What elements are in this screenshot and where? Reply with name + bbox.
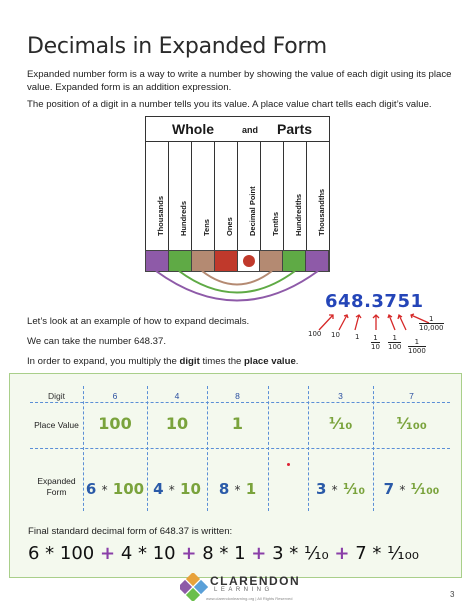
logo-sub: LEARNING	[214, 587, 273, 593]
chart-columns	[145, 142, 330, 250]
digit-cell: 7	[409, 391, 414, 401]
page-title: Decimals in Expanded Form	[27, 34, 327, 59]
chart-column	[284, 142, 307, 250]
chart-column	[215, 142, 238, 250]
chart-header-parts: Parts	[277, 121, 313, 137]
place-value-cell: 10	[165, 414, 189, 433]
place-value-label: Place Value	[34, 420, 79, 430]
hand-value-1: 1	[355, 333, 360, 341]
col-divider	[268, 386, 269, 511]
example-instruction: In order to expand, you multiply the digit times the place value.	[27, 356, 299, 367]
clarendon-logo	[180, 573, 300, 605]
expanded-cell: 3 * ¹⁄₁₀	[315, 480, 366, 498]
place-value-chart	[145, 116, 330, 272]
digit-cell: 8	[235, 391, 240, 401]
chart-column	[238, 142, 261, 250]
decimal-dot	[243, 255, 255, 267]
example-intro: Let’s look at an example of how to expand decimals.	[27, 316, 250, 327]
chart-column-label: Hundreds	[179, 200, 188, 236]
chart-header-and: and	[242, 125, 259, 135]
arc-hundreds	[179, 271, 295, 293]
arc-thousands	[156, 271, 318, 301]
chart-column	[307, 142, 330, 250]
expanded-cell: 4 * 10	[153, 480, 201, 498]
chart-column	[169, 142, 192, 250]
chart-column-label: Ones	[225, 217, 234, 236]
chart-column	[146, 142, 169, 250]
final-form-label: Final standard decimal form of 648.37 is written:	[28, 526, 233, 537]
hand-fraction: $\frac{1}{1000}$	[408, 338, 426, 355]
expanded-form-label: Expanded Form	[37, 476, 76, 497]
place-value-cell: 100	[98, 414, 132, 433]
logo-brand: CLARENDON	[210, 574, 301, 588]
chart-column	[261, 142, 284, 250]
chart-column	[192, 142, 215, 250]
chart-column-label: Tens	[202, 219, 211, 236]
logo-url: www.clarendonlearning.org | All Rights Reserved	[206, 596, 293, 601]
handwritten-number: 648.3751	[325, 291, 424, 312]
arc-tens	[202, 271, 272, 285]
page-number: 3	[450, 590, 455, 599]
final-equation: 6 * 100 + 4 * 10 + 8 * 1 + 3 * ¹⁄₁₀ + 7 * ¹⁄₁₀₀	[28, 543, 420, 564]
hand-fraction: $\frac{1}{10}$	[371, 334, 380, 351]
row-divider	[30, 402, 450, 403]
hand-fraction: $\frac{1}{100}$	[388, 334, 402, 351]
expanded-cell: 6 * 100	[85, 480, 145, 498]
hand-fraction: $\frac{1}{10,000}$	[419, 315, 444, 332]
chart-column-label: Thousandths	[317, 188, 326, 236]
place-value-cell: ¹⁄₁₀	[328, 414, 353, 433]
decimal-point	[287, 463, 290, 466]
place-value-cell: 1	[231, 414, 244, 433]
digit-cell: 3	[338, 391, 343, 401]
row-divider	[30, 448, 450, 449]
chart-column-label: Tenths	[271, 211, 280, 236]
digit-cell: 6	[112, 391, 118, 401]
place-value-cell: ¹⁄₁₀₀	[396, 414, 427, 433]
place-value-paragraph: The position of a digit in a number tells you its value. A place value chart tells each digit’s value.	[27, 99, 432, 110]
handwritten-example	[303, 293, 463, 363]
intro-paragraph: Expanded number form is a way to write a number by showing the value of each digit using its place value. Expanded form is an addition expression.	[27, 69, 452, 93]
chart-column-label: Decimal Point	[248, 186, 257, 236]
digit-label: Digit	[47, 391, 65, 401]
chart-header	[145, 116, 330, 142]
chart-header-whole: Whole	[172, 121, 214, 137]
logo-mark-icon	[180, 573, 208, 601]
chart-column-label: Hundredths	[294, 193, 303, 236]
hand-value-100: 100	[308, 330, 322, 338]
hand-value-10: 10	[331, 331, 340, 339]
example-number: We can take the number 648.37.	[27, 336, 167, 347]
expanded-cell: 8 * 1	[218, 480, 257, 498]
chart-column-label: Thousands	[156, 195, 165, 236]
digit-cell: 4	[174, 391, 180, 401]
expanded-cell: 7 * ¹⁄₁₀₀	[383, 480, 440, 498]
